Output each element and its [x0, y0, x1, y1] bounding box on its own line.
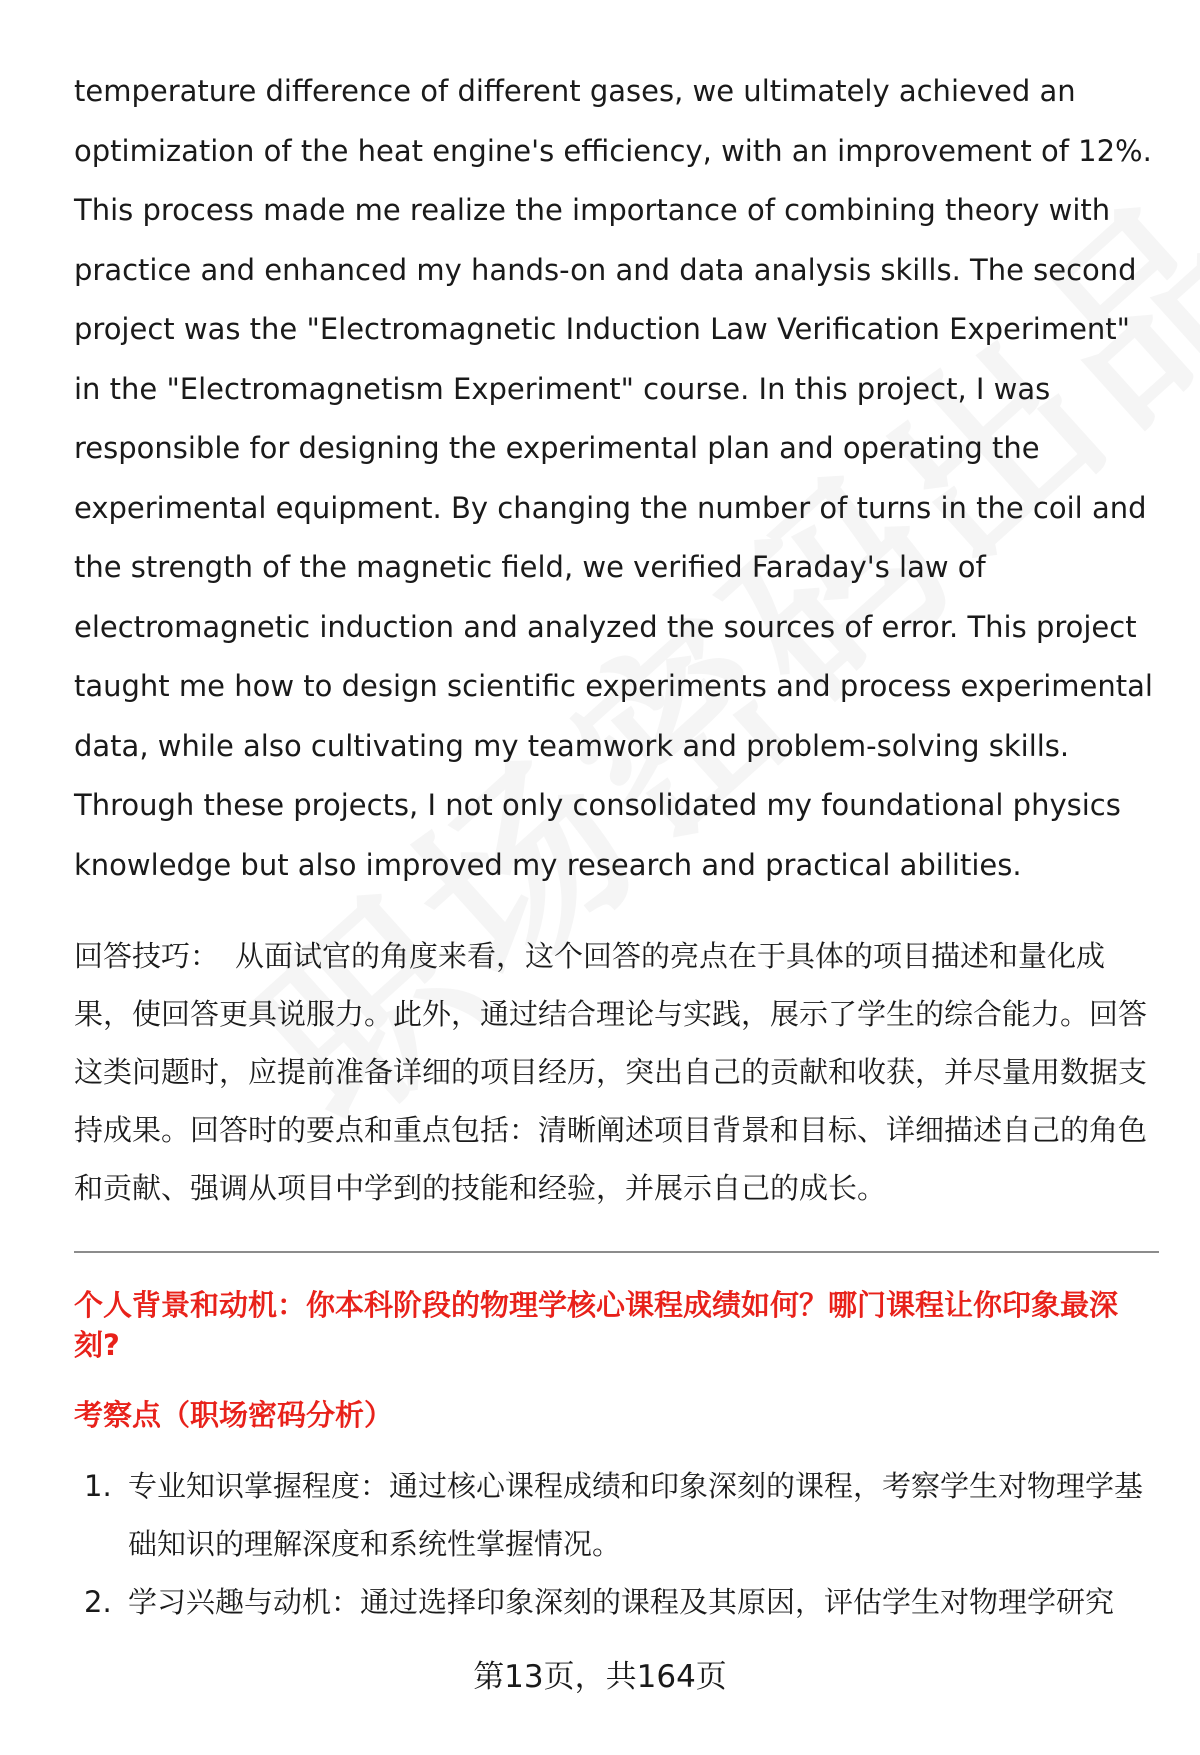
section-divider [74, 1251, 1159, 1253]
list-item-text: 学习兴趣与动机：通过选择印象深刻的课程及其原因，评估学生对物理学研究 [128, 1585, 1115, 1619]
answer-tips [74, 927, 1159, 1217]
list-item [74, 1457, 1159, 1573]
list-item-text: 专业知识掌握程度：通过核心课程成绩和印象深刻的课程，考察学生对物理学基础知识的理解深度和系统性掌握情况。 [128, 1469, 1144, 1561]
question-heading: 个人背景和动机：你本科阶段的物理学核心课程成绩如何？哪门课程让你印象最深刻? [74, 1288, 1119, 1362]
section-title: 考察点（职场密码分析） [74, 1398, 394, 1432]
points-list [74, 1457, 1159, 1631]
body-paragraph: temperature difference of different gases, we ultimately achieved an optimization of the heat engine's efficiency, with an improvement of 12%. This process made me realize the importance of combining theory with practice and enhanced my hands-on and data analysis skills. The second project was the "Electromagnetic Induction Law Verification Experiment" in the "Electromagnetism Experiment" course. In this project, I was responsible for designing the experimental plan and operating the experimental equipment. By changing the number of turns in the coil and the strength of the magnetic field, we verified Faraday's law of electromagnetic induction and analyzed the sources of error. This project taught me how to design scientific experiments and process experimental data, while also cultivating my teamwork and problem-solving skills. Through these projects, I not only consolidated my foundational physics knowledge but also improved my research and practical abilities. [74, 74, 1153, 882]
list-item-number: 1. [84, 1469, 112, 1503]
tips-label: 回答技巧： [74, 939, 220, 973]
page-content [74, 62, 1159, 1631]
list-item-number: 2. [84, 1585, 112, 1619]
list-item [74, 1573, 1159, 1631]
tips-text: 从面试官的角度来看，这个回答的亮点在于具体的项目描述和量化成果，使回答更具说服力。此外，通过结合理论与实践，展示了学生的综合能力。回答这类问题时，应提前准备详细的项目经历，突出自己的贡献和收获，并尽量用数据支持成果。回答时的要点和重点包括：清晰阐述项目背景和目标、详细描述自己的角色和贡献、强调从项目中学到的技能和经验，并展示自己的成长。 [74, 939, 1148, 1205]
page-footer: 第13页，共164页 [473, 1659, 727, 1695]
